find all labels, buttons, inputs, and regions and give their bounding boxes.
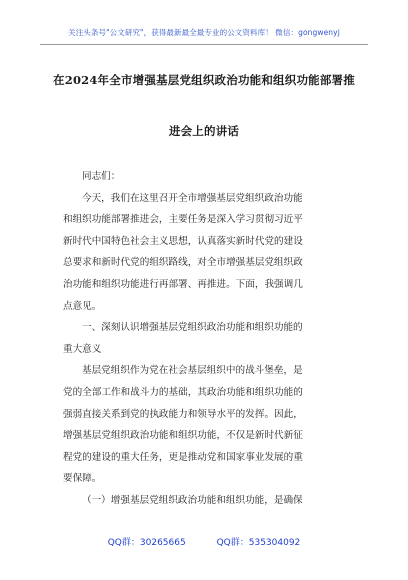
document-title-line-1: 在2024年全市增强基层党组织政治功能和组织功能部署推 (53, 73, 355, 87)
body-line: 基层党组织作为党在社会基层组织中的战斗堡垒，是 (82, 365, 303, 377)
body-line: （一）增强基层党组织政治功能和组织功能，是确保 (82, 494, 303, 506)
body-line: 治功能和组织功能进行再部署、再推进。下面，我强调几 (63, 278, 303, 290)
body-line: 强弱直接关系到党的执政能力和领导水平的发挥。因此， (63, 408, 303, 420)
footer-qq-group-2: QQ群：535304092 (216, 538, 301, 548)
body-line: 同志们： (82, 171, 121, 182)
body-line: 总要求和新时代党的组织路线，对全市增强基层党组织政 (63, 257, 303, 269)
footer-qq-group-1: QQ群：30265665 (107, 538, 186, 548)
header-divider (40, 44, 368, 45)
body-line: 要保障。 (63, 473, 102, 485)
body-line: 今天，我们在这里召开全市增强基层党组织政治功能 (82, 192, 303, 204)
body-line: 党的全部工作和战斗力的基础，其政治功能和组织功能的 (63, 386, 303, 398)
body-line: 程党的建设的重大任务，更是推动党和国家事业发展的重 (63, 451, 303, 463)
body-line: 点意见。 (63, 300, 102, 312)
header-note: 关注头条号"公文研究"，获得最新最全最专业的公文资料库！ 微信：gongwenyj (68, 28, 340, 37)
footer (0, 535, 408, 548)
body-line: 一、深刻认识增强基层党组织政治功能和组织功能的 (82, 322, 303, 334)
body-line: 和组织功能部署推进会，主要任务是深入学习贯彻习近平 (63, 214, 303, 226)
body-line: 重大意义 (63, 343, 102, 355)
document-body (63, 166, 353, 512)
body-line: 新时代中国特色社会主义思想，认真落实新时代党的建设 (63, 235, 303, 247)
body-line: 增强基层党组织政治功能和组织功能，不仅是新时代新征 (63, 430, 303, 442)
document-title-line-2: 进会上的讲话 (168, 124, 240, 138)
